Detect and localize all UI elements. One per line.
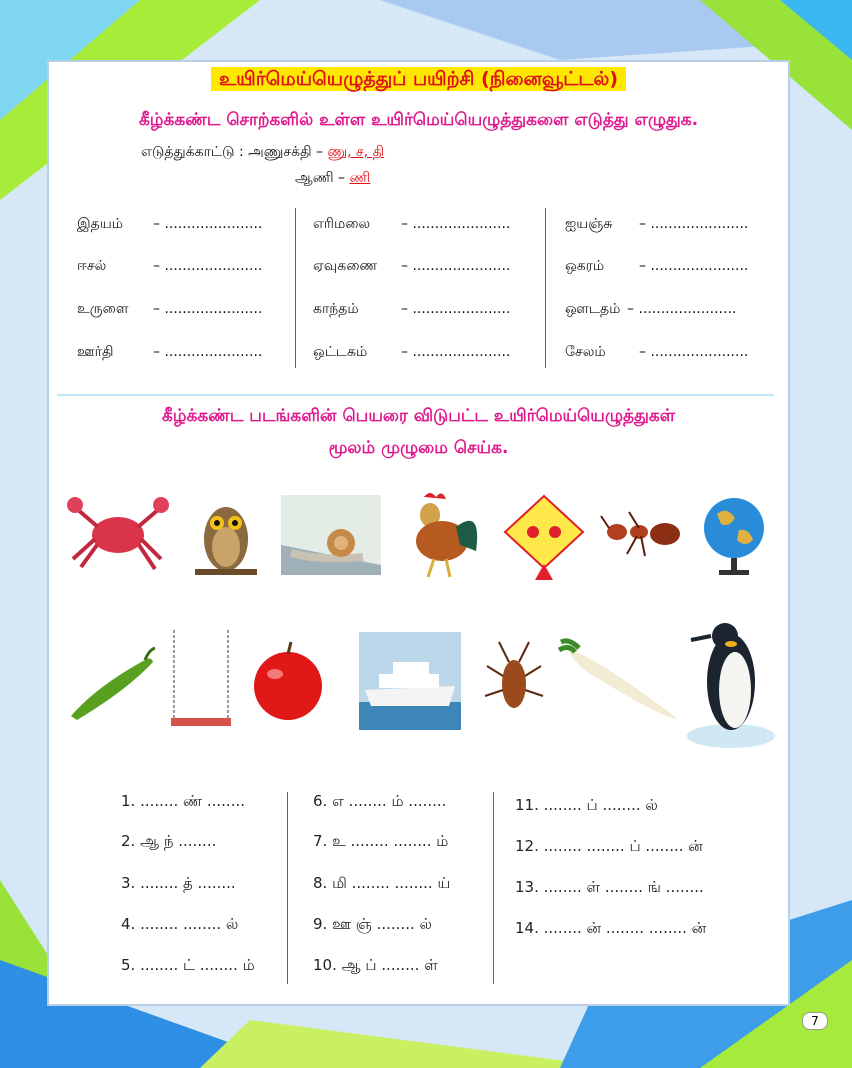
answer-row: 4. ........ ........ ல் bbox=[121, 915, 239, 933]
section-divider bbox=[57, 394, 774, 396]
worksheet-title: உயிர்மெய்யெழுத்துப் பயிற்சி (நினைவூட்டல்) bbox=[49, 68, 788, 93]
word-row: ஐயஞ்சு – ...................... bbox=[565, 216, 749, 232]
word-row: ஒட்டகம் – ...................... bbox=[313, 344, 511, 360]
column-divider bbox=[493, 792, 494, 984]
word-row: ஊர்தி – ...................... bbox=[77, 344, 263, 360]
worksheet-page bbox=[47, 60, 790, 1006]
word-row: ஔடதம் – ...................... bbox=[565, 301, 737, 317]
answer-row: 3. ........ த் ........ bbox=[121, 874, 236, 892]
answer-row: 14. ........ ன் ........ ........ ன் bbox=[515, 919, 707, 937]
answer-row: 5. ........ ட் ........ ம் bbox=[121, 956, 255, 974]
example-line-1: எடுத்துக்காட்டு : அணுசக்தி – ணு, ச, தி bbox=[141, 144, 385, 160]
answer-row: 9. ஊ ஞ் ........ ல் bbox=[313, 915, 432, 933]
ship-picture bbox=[359, 632, 461, 730]
answer-column-2 bbox=[313, 792, 493, 982]
word-row: ஏவுகணை – ...................... bbox=[313, 258, 511, 274]
word-row: சேலம் – ...................... bbox=[565, 344, 749, 360]
word-row: இதயம் – ...................... bbox=[77, 216, 263, 232]
instruction-2-line-1: கீழ்க்கண்ட படங்களின் பெயரை விடுபட்ட உயிர்மெய்யெழுத்துகள் bbox=[161, 406, 676, 426]
answer-row: 8. மி ........ ........ ய் bbox=[313, 874, 451, 892]
column-divider bbox=[287, 792, 288, 984]
green-chilli-picture bbox=[67, 646, 157, 726]
globe-picture bbox=[699, 490, 769, 580]
page-number: 7 bbox=[802, 1012, 828, 1030]
kite-picture bbox=[499, 492, 589, 582]
example-line-2: ஆணி – ணி bbox=[295, 170, 371, 186]
penguin-picture bbox=[685, 618, 777, 750]
answer-row: 12. ........ ........ ப் ........ ன் bbox=[515, 837, 703, 855]
snail-picture bbox=[281, 495, 381, 575]
answer-column-3 bbox=[515, 796, 755, 986]
rooster-picture bbox=[394, 487, 484, 582]
answer-row: 1. ........ ண் ........ bbox=[121, 792, 245, 810]
column-divider bbox=[545, 208, 546, 368]
radish-picture bbox=[557, 638, 685, 726]
answer-row: 11. ........ ப் ........ ல் bbox=[515, 796, 658, 814]
answer-row: 10. ஆ ப் ........ ள் bbox=[313, 956, 438, 974]
word-row: உருளை – ...................... bbox=[77, 301, 263, 317]
column-divider bbox=[295, 208, 296, 368]
instruction-1: கீழ்க்கண்ட சொற்களில் உள்ள உயிர்மெய்யெழுத்துகளை எடுத்து எழுதுக. bbox=[138, 110, 699, 130]
word-row: காந்தம் – ...................... bbox=[313, 301, 511, 317]
answer-row: 2. ஆ ந் ........ bbox=[121, 832, 217, 850]
answer-row: 13. ........ ள் ........ ங் ........ bbox=[515, 878, 704, 896]
word-row: எரிமலை – ...................... bbox=[313, 216, 511, 232]
ant-picture bbox=[599, 502, 684, 562]
owl-picture bbox=[191, 487, 261, 582]
answer-row: 6. எ ........ ம் ........ bbox=[313, 792, 447, 810]
word-row: ஒகரம் – ...................... bbox=[565, 258, 749, 274]
swing-picture bbox=[171, 630, 231, 730]
crab-picture bbox=[63, 487, 173, 577]
word-exercise bbox=[77, 208, 767, 378]
instruction-2-line-2: மூலம் முழுமை செய்க. bbox=[328, 438, 509, 458]
cockroach-picture bbox=[479, 640, 549, 722]
answer-row: 7. உ ........ ........ ம் bbox=[313, 832, 449, 850]
apple-picture bbox=[247, 640, 329, 722]
answer-column-1 bbox=[121, 792, 301, 982]
word-row: ஈசல் – ...................... bbox=[77, 258, 263, 274]
